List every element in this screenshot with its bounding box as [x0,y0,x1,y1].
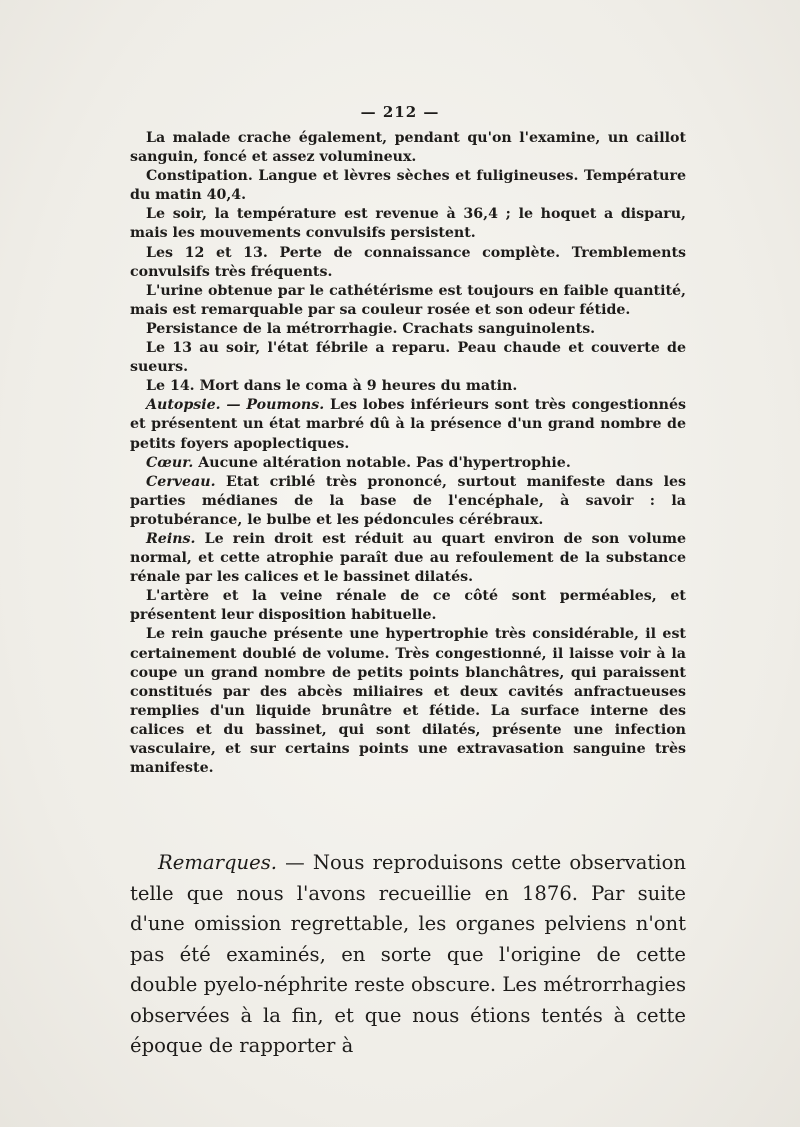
paragraph-reins: Reins. Le rein droit est réduit au quart environ de son volume normal, et cette atrophie paraît due au refoulement de la substance rénale par les calices et le bassinet dilatés. [130,530,686,586]
paragraph: La malade crache également, pendant qu'on l'examine, un caillot sanguin, foncé et assez volumineux. [130,130,686,166]
paragraph: Les 12 et 13. Perte de connaissance complète. Tremblements convulsifs très fréquents. [130,244,686,280]
paragraph-cerveau: Cerveau. Etat criblé très prononcé, surtout manifeste dans les parties médianes de la base de l'encéphale, à savoir : la protubérance, le bulbe et les pédoncules cérébraux. [130,473,686,528]
page-number: — 212 — [360,103,440,121]
remarks-section [130,848,686,1062]
paragraph: Le rein gauche présente une hypertrophie très considérable, il est certainement doublé de volume. Très congestionné, il laisse voir à la coupe un grand nombre de petits points blanchâtres, qui paraissent constitués par des abcès miliaires et deux cavités anfractueuses remplies d'un liquide brunâtre et fétide. La surface interne des calices et du bassinet, qui sont dilatés, présente une infection vasculaire, et sur certains points une extravasation sanguine très manifeste. [130,626,686,777]
remarks-heading: Remarques. [158,851,278,874]
paragraph: Le 14. Mort dans le coma à 9 heures du matin. [146,378,518,395]
remarks-paragraph: Remarques. — Nous reproduisons cette observation telle que nous l'avons recueillie en 1876. Par suite d'une omission regrettable, les organes pelviens n'ont pas été examinés, en sorte que l'origine de cette double pyelo-néphrite reste obscure. Les métrorrhagies observées à la fin, et que nous étions tentés à cette époque de rapporter à [130,851,686,1057]
paragraph: L'artère et la veine rénale de ce côté sont perméables, et présentent leur disposition habituelle. [130,588,686,624]
paragraph: Le soir, la température est revenue à 36,4 ; le hoquet a disparu, mais les mouvements convulsifs persistent. [130,206,686,242]
paragraph-coeur: Cœur. Aucune altération notable. Pas d'hypertrophie. [146,454,571,471]
paragraph: Le 13 au soir, l'état fébrile a reparu. Peau chaude et couverte de sueurs. [130,340,686,376]
paragraph: Constipation. Langue et lèvres sèches et fuligineuses. Température du matin 40,4. [130,168,686,204]
paragraph: Persistance de la métrorrhagie. Crachats sanguinolents. [146,320,596,337]
paragraph: L'urine obtenue par le cathétérisme est toujours en faible quantité, mais est remarquable par sa couleur rosée et son odeur fétide. [130,282,686,318]
observation-text [130,129,686,778]
paragraph-autopsie: Autopsie. — Poumons. Les lobes inférieurs sont très congestionnés et présentent un état marbré dû à la présence d'un grand nombre de petits foyers apoplectiques. [130,397,686,452]
